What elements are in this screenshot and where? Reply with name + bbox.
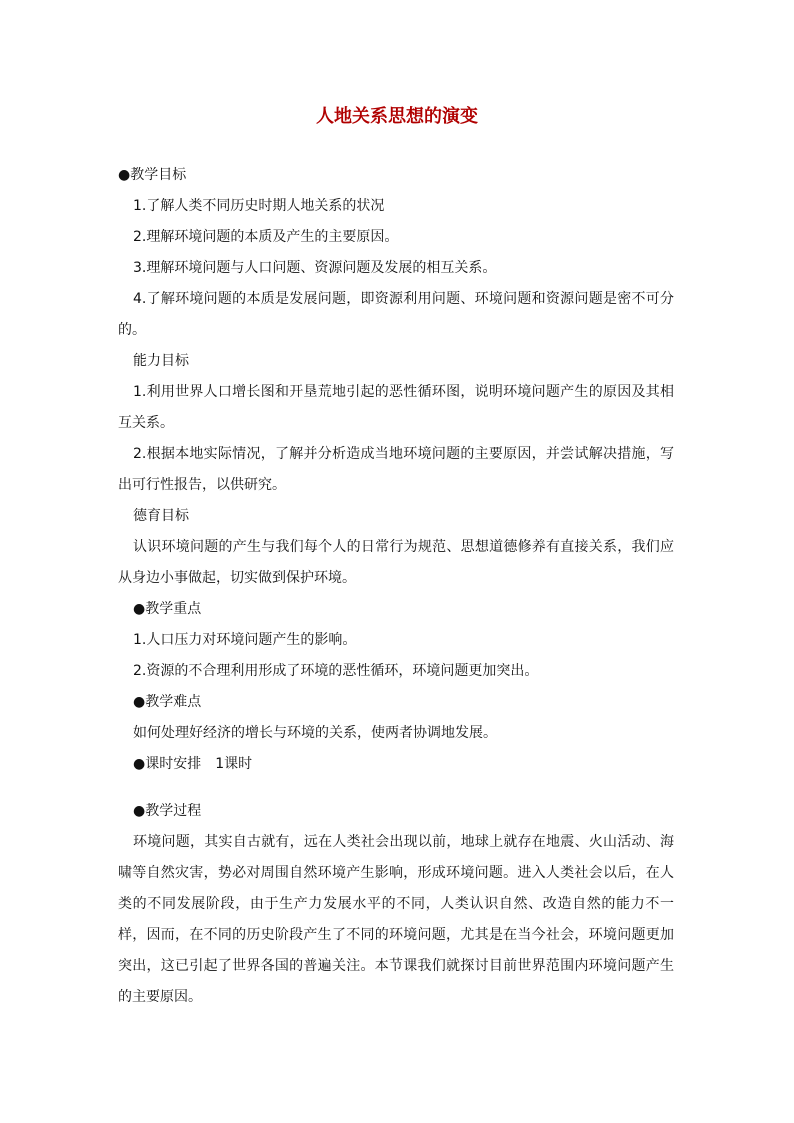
objectives-heading: ●教学目标 [118, 167, 187, 183]
document-body [118, 160, 674, 1013]
moral-heading: 德育目标 [133, 508, 189, 524]
objective-item: 3.理解环境问题与人口问题、资源问题及发展的相互关系。 [133, 260, 497, 276]
document-title: 人地关系思想的演变 [316, 106, 478, 127]
process-heading: ●教学过程 [133, 803, 202, 819]
key-point-item: 2.资源的不合理利用形成了环境的恶性循环，环境问题更加突出。 [133, 663, 539, 679]
difficulty-heading: ●教学难点 [133, 694, 202, 710]
ability-heading: 能力目标 [133, 353, 189, 369]
spacer [118, 780, 674, 796]
objective-item: 1.了解人类不同历史时期人地关系的状况 [133, 198, 385, 214]
difficulty-text: 如何处理好经济的增长与环境的关系，使两者协调地发展。 [133, 725, 497, 741]
schedule-line: ●课时安排 1课时 [133, 756, 253, 772]
objective-item: 4.了解环境问题的本质是发展问题，即资源利用问题、环境问题和资源问题是密不可分的。 [118, 291, 674, 338]
moral-text: 认识环境问题的产生与我们每个人的日常行为规范、思想道德修养有直接关系，我们应从身边小事做起，切实做到保护环境。 [118, 539, 674, 586]
key-point-item: 1.人口压力对环境问题产生的影响。 [133, 632, 357, 648]
key-points-heading: ●教学重点 [133, 601, 202, 617]
process-text: 环境问题，其实自古就有，远在人类社会出现以前，地球上就存在地震、火山活动、海啸等自然灾害，势必对周围自然环境产生影响，形成环境问题。进入人类社会以后，在人类的不同发展阶段，由于生产力发展水平的不同，人类认识自然、改造自然的能力不一样，因而，在不同的历史阶段产生了不同的环境问题，尤其是在当今社会，环境问题更加突出，这已引起了世界各国的普遍关注。本节课我们就探讨目前世界范围内环境问题产生的主要原因。 [118, 834, 674, 1005]
ability-item: 2.根据本地实际情况，了解并分析造成当地环境问题的主要原因，并尝试解决措施，写出可行性报告，以供研究。 [118, 446, 674, 493]
ability-item: 1.利用世界人口增长图和开垦荒地引起的恶性循环图，说明环境问题产生的原因及其相互关系。 [118, 384, 674, 431]
objective-item: 2.理解环境问题的本质及产生的主要原因。 [133, 229, 399, 245]
